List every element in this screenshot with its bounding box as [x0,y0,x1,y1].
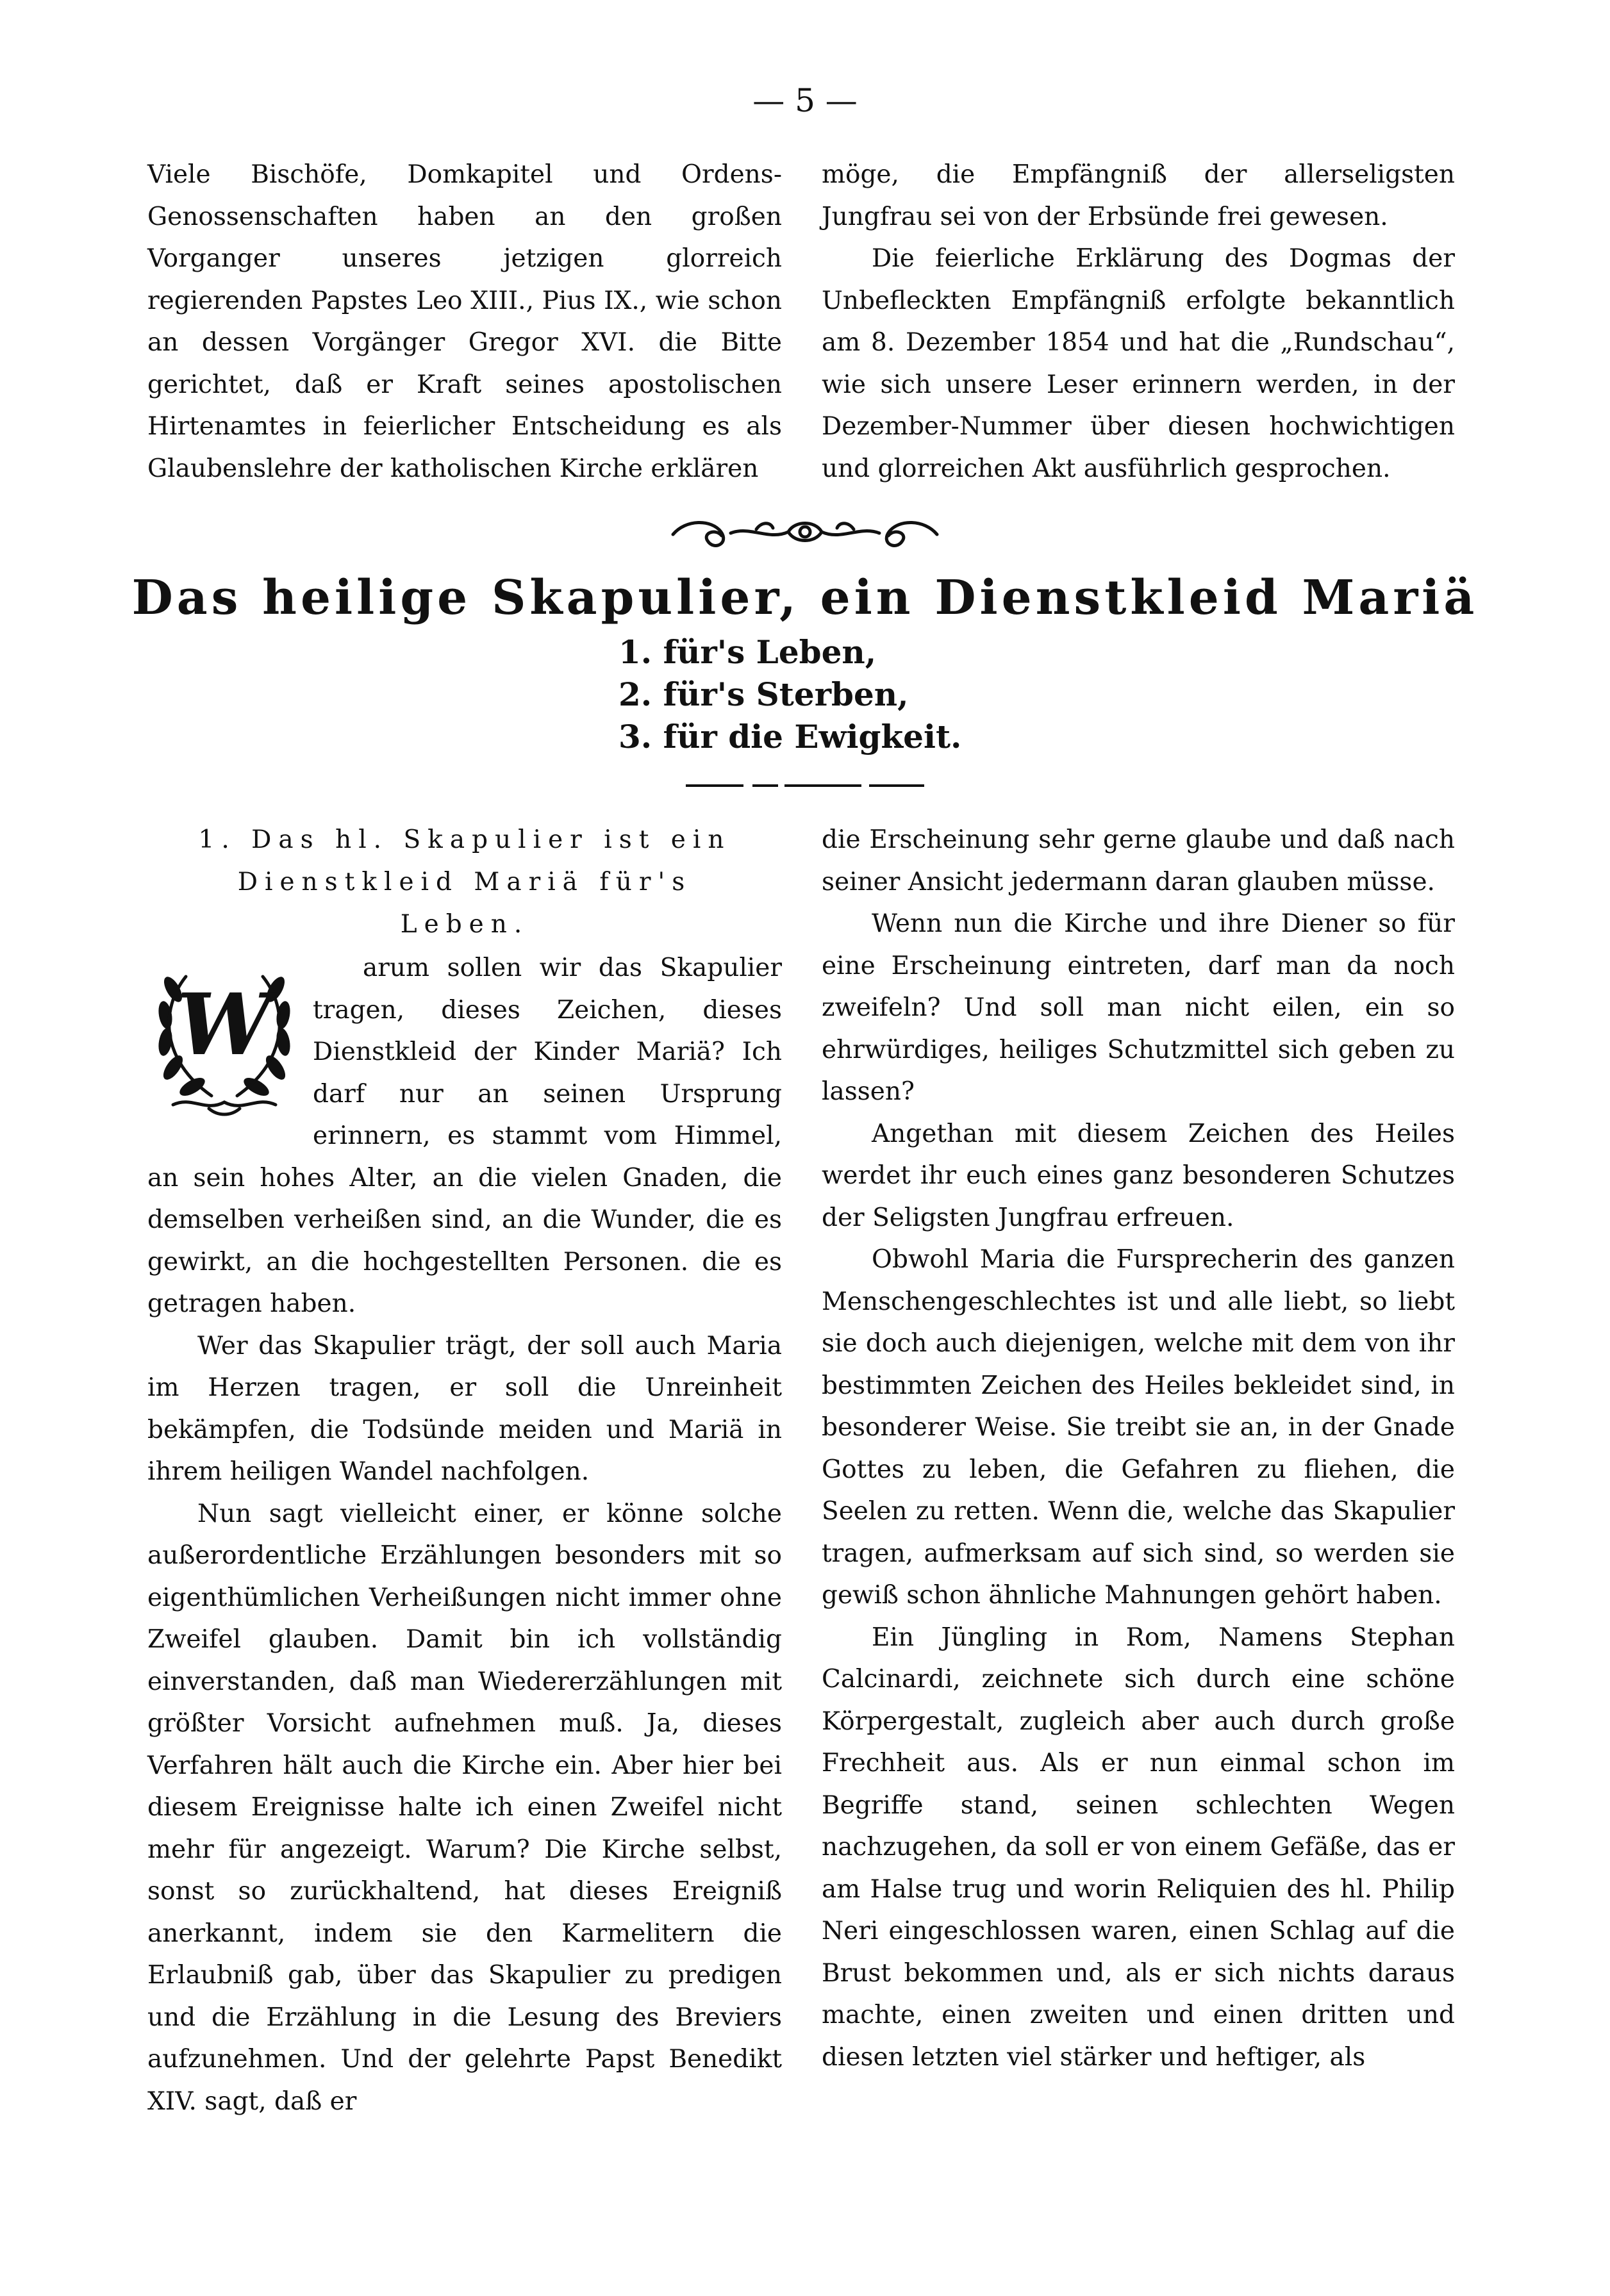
article-title: Das heilige Skapulier, ein Dienstkleid Mariä [131,570,1479,625]
section-heading-line: Leben. [400,910,529,939]
paragraph: Die feierliche Erklärung des Dogmas der Unbefleckten Empfängniß erfolgte bekanntlich am 8. Dezember 1854 und hat die „Rundschau“, wie sich unsere Leser erinnern werden, in der Dezember-Nummer über diesen hochwichtigen und glorreichen Akt ausführlich gesprochen. [822,244,1455,483]
subtitle-item: 1. für's Leben, [618,633,877,671]
subtitle-list [618,631,1067,758]
top-right-column [822,154,1455,490]
paragraph: möge, die Empfängniß der allerseligsten Jungfrau sei von der Erbsünde frei gewesen. [822,160,1455,231]
bottom-left-column [147,819,782,2122]
subtitle-item: 2. für's Sterben, [618,675,909,713]
paragraph: Wenn nun die Kirche und ihre Diener so für eine Erscheinung eintreten, darf man da noch zweifeln? Und soll man nicht eilen, ein so ehrwürdiges, heiliges Schutzmittel sich geben zu lassen? [822,909,1455,1106]
paragraph: Ein Jüngling in Rom, Namens Stephan Calcinardi, zeichnete sich durch eine schöne Körpergestalt, zugleich aber auch durch große Frechheit aus. Als er nun einmal schon im Begriffe stand, seinen schlechten Wegen nachzugehen, da soll er von einem Gefäße, das er am Halse trug und worin Reliquien des hl. Philip Neri eingeschlossen waren, einen Schlag auf die Brust bekommen und, als er sich nichts daraus machte, einen zweiten und einen dritten und diesen letzten viel stärker und heftiger, als [822,1623,1455,2072]
page-number: — 5 — [752,82,858,119]
section-heading-line: 1. Das hl. Skapulier ist ein [198,825,731,854]
divider-rule [686,783,924,788]
drop-cap-letter: W [176,975,272,1075]
section-heading [147,819,782,946]
paragraph: Wer das Skapulier trägt, der soll auch Maria im Herzen tragen, er soll die Unreinheit bekämpfen, die Todsünde meiden und Mariä in ihrem heiligen Wandel nachfolgen. [147,1331,782,1486]
drop-cap [147,951,301,1119]
scroll-flourish-icon [660,506,950,557]
section-heading-line: Dienstkleid Mariä für's [237,868,692,896]
paragraph: arum sollen wir das Skapulier tragen, dieses Zeichen, dieses Dienstkleid der Kinder Mariä? Ich darf nur an seinen Ursprung erinnern, es stammt vom Himmel, an sein hohes Alter, an die vielen Gnaden, die demselben verheißen sind, an die Wunder, die es gewirkt, an die hochgestellten Personen. die es getragen haben. [147,954,782,1318]
paragraph: die Erscheinung sehr gerne glaube und daß nach seiner Ansicht jedermann daran glauben müsse. [822,825,1455,896]
subtitle-item: 3. für die Ewigkeit. [618,718,962,756]
paragraph: Nun sagt vielleicht einer, er könne solche außerordentliche Erzählungen besonders mit so eigenthümlichen Verheißungen nicht immer ohne Zweifel glauben. Damit bin ich vollständig einverstanden, daß man Wiedererzählungen mit größter Vorsicht aufnehmen muß. Ja, dieses Verfahren hält auch die Kirche ein. Aber hier bei diesem Ereignisse halte ich einen Zweifel nicht mehr für angezeigt. Warum? Die Kirche selbst, sonst so zurückhaltend, hat dieses Ereigniß anerkannt, indem sie den Karmelitern die Erlaubniß gab, über das Skapulier zu predigen und die Erzählung in die Lesung des Breviers aufzunehmen. Und der gelehrte Papst Benedikt XIV. sagt, daß er [147,1499,782,2116]
paragraph: Angethan mit diesem Zeichen des Heiles werdet ihr euch eines ganz besonderen Schutzes der Seligsten Jungfrau erfreuen. [822,1119,1455,1232]
top-left-column [147,154,782,490]
paragraph: Viele Bischöfe, Domkapitel und Ordens-Genossenschaften haben an den großen Vorganger unseres jetzigen glorreich regierenden Papstes Leo XIII., Pius IX., wie schon an dessen Vorgänger Gregor XVI. die Bitte gerichtet, daß er Kraft seines apostolischen Hirtenamtes in feierlicher Entscheidung es als Glaubenslehre der katholischen Kirche erklären [147,160,782,483]
paragraph: Obwohl Maria die Fursprecherin des ganzen Menschengeschlechtes ist und alle liebt, so liebt sie doch auch diejenigen, welche mit dem von ihr bestimmten Zeichen des Heiles bekleidet sind, in besonderer Weise. Sie treibt sie an, in der Gnade Gottes zu leben, die Gefahren zu fliehen, die Seelen zu retten. Wenn die, welche das Skapulier tragen, aufmerksam auf sich sind, so werden sie gewiß schon ähnliche Mahnungen gehört haben. [822,1245,1455,1610]
bottom-right-column [822,819,1455,2078]
